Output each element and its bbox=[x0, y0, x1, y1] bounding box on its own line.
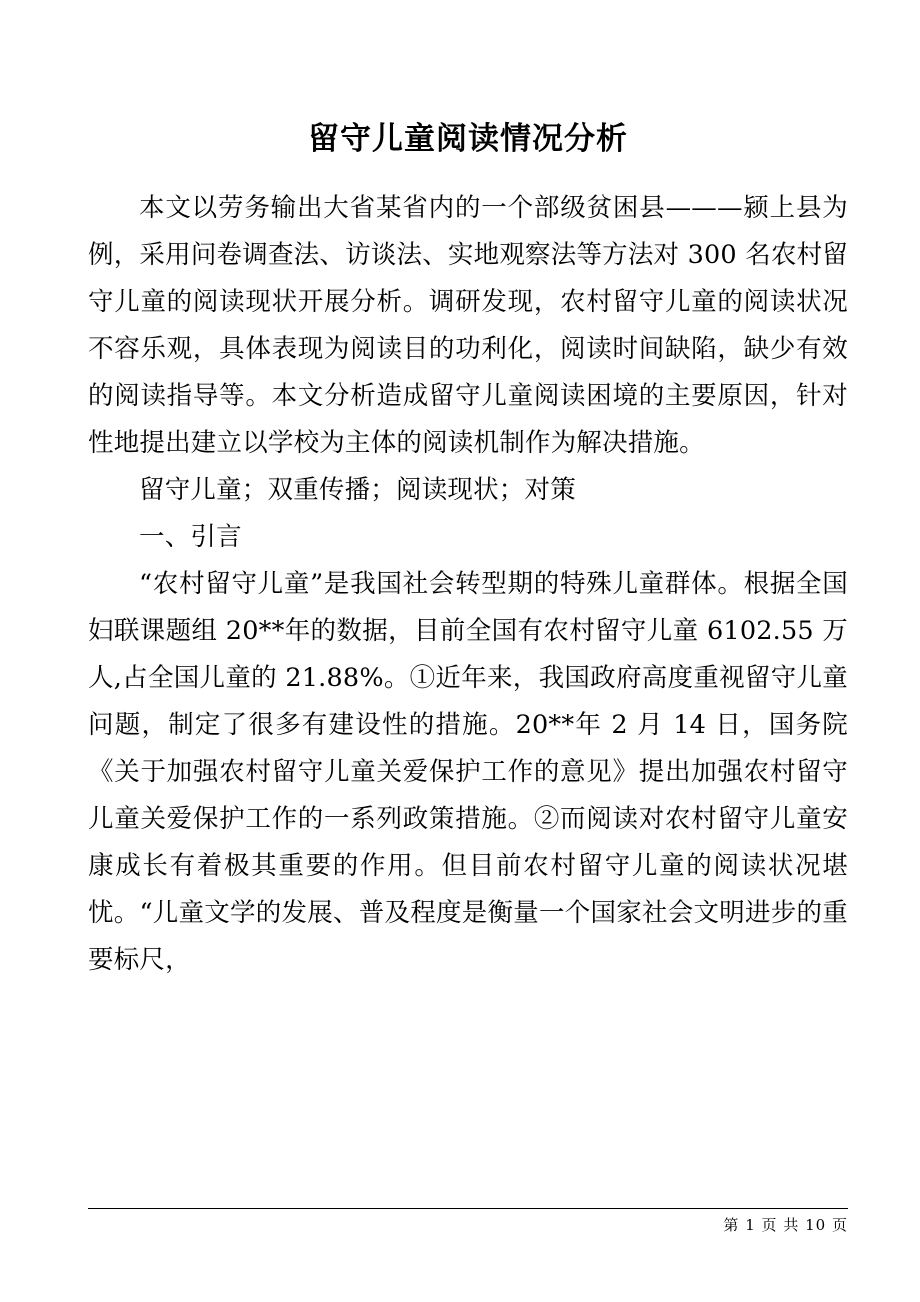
paragraph-introduction: “农村留守儿童”是我国社会转型期的特殊儿童群体。根据全国妇联课题组 20**年的数据，目前全国有农村留守儿童 6102.55 万人,占全国儿童的 21.88%。①近年来，我国政府高度重视留守儿童问题，制定了很多有建设性的措施。20**年 2 月 14 日，国务院《关于加强农村留守儿童关爱保护工作的意见》提出加强农村留守儿童关爱保护工作的一系列政策措施。②而阅读对农村留守儿童安康成长有着极其重要的作用。但目前农村留守儿童的阅读状况堪忧。“儿童文学的发展、普及程度是衡量一个国家社会文明进步的重要标尺， bbox=[88, 569, 848, 976]
footer-prefix: 第 bbox=[723, 1216, 740, 1234]
footer-divider bbox=[88, 1208, 848, 1209]
footer-current-page: 1 bbox=[745, 1216, 756, 1234]
footer-total-pages: 10 bbox=[805, 1216, 827, 1234]
page-title: 留守儿童阅读情况分析 bbox=[308, 121, 628, 157]
page-number bbox=[723, 1214, 848, 1235]
paragraph-keywords: 留守儿童；双重传播；阅读现状；对策 bbox=[139, 475, 576, 506]
paragraph-section-heading: 一、引言 bbox=[139, 522, 242, 553]
footer-suffix: 页 bbox=[831, 1216, 848, 1234]
footer-middle: 页 共 bbox=[761, 1216, 800, 1234]
page-footer bbox=[88, 1208, 848, 1244]
paragraph-abstract: 本文以劳务输出大省某省内的一个部级贫困县———颍上县为例，采用问卷调查法、访谈法、实地观察法等方法对 300 名农村留守儿童的阅读现状开展分析。调研发现，农村留守儿童的阅读状况不容乐观，具体表现为阅读目的功利化，阅读时间缺陷，缺少有效的阅读指导等。本文分析造成留守儿童阅读困境的主要原因，针对性地提出建立以学校为主体的阅读机制作为解决措施。 bbox=[88, 193, 848, 459]
page-content bbox=[88, 0, 848, 984]
